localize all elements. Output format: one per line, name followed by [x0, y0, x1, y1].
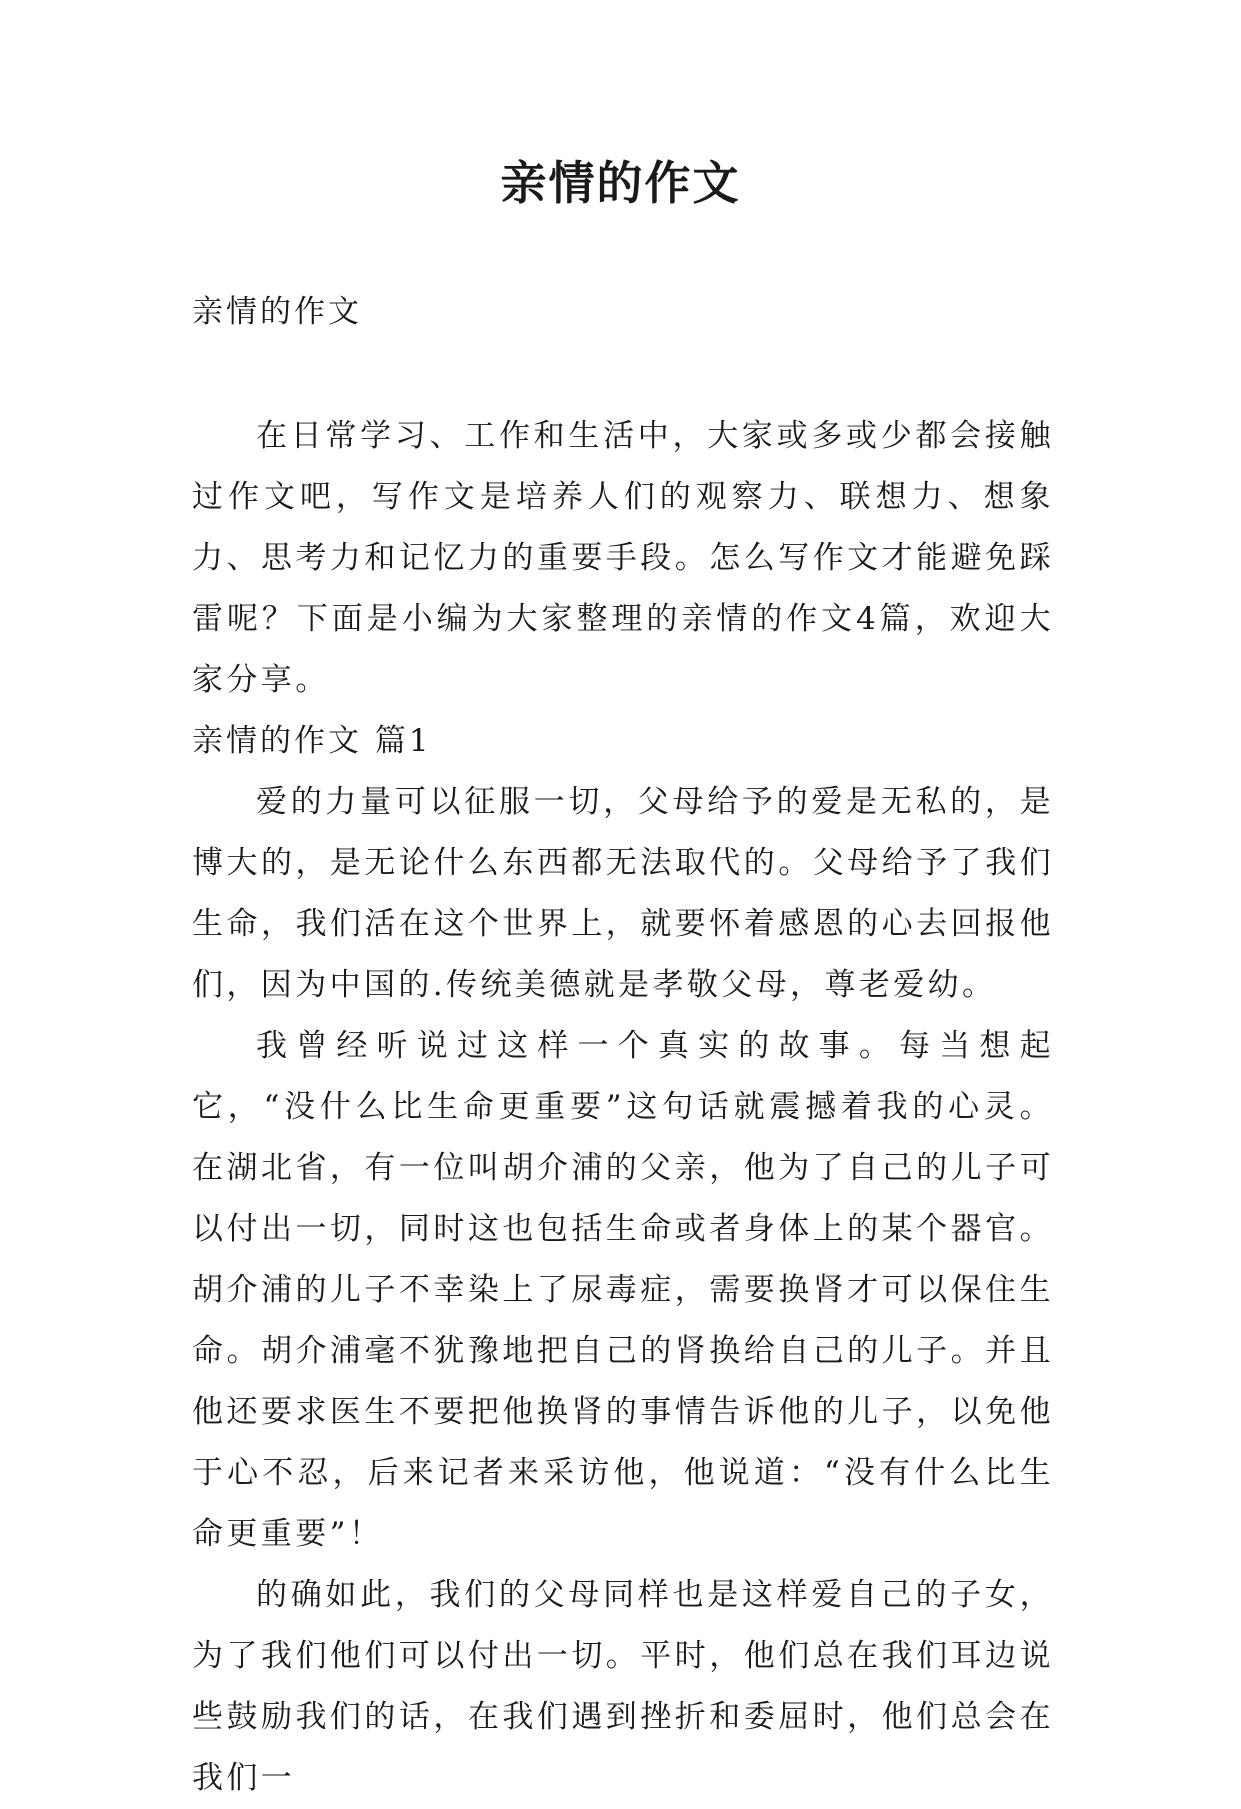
body-paragraph-1: 爱的力量可以征服一切，父母给予的爱是无私的，是博大的，是无论什么东西都无法取代的。父母给予了我们生命，我们活在这个世界上，就要怀着感恩的心去回报他们，因为中国的.传统美德就是孝敬父母，尊老爱幼。 — [192, 784, 1054, 1003]
document-body — [192, 406, 1054, 1809]
body-paragraph-3: 的确如此，我们的父母同样也是这样爱自己的子女，为了我们他们可以付出一切。平时，他们总在我们耳边说些鼓励我们的话，在我们遇到挫折和委屈时，他们总会在我们一 — [192, 1577, 1054, 1796]
body-paragraph-2: 我曾经听说过这样一个真实的故事。每当想起它，“没什么比生命更重要”这句话就震撼着我的心灵。在湖北省，有一位叫胡介浦的父亲，他为了自己的儿子可以付出一切，同时这也包括生命或者身体上的某个器官。胡介浦的儿子不幸染上了尿毒症，需要换肾才可以保住生命。胡介浦毫不犹豫地把自己的肾换给自己的儿子。并且他还要求医生不要把他换肾的事情告诉他的儿子，以免他于心不忍，后来记者来采访他，他说道：“没有什么比生命更重要”！ — [192, 1028, 1054, 1552]
document-subtitle: 亲情的作文 — [192, 294, 362, 330]
intro-paragraph: 在日常学习、工作和生活中，大家或多或少都会接触过作文吧，写作文是培养人们的观察力、联想力、想象力、思考力和记忆力的重要手段。怎么写作文才能避免踩雷呢？下面是小编为大家整理的亲情的作文4篇，欢迎大家分享。 — [192, 418, 1054, 698]
section-heading: 亲情的作文 篇1 — [192, 723, 432, 759]
document-title: 亲情的作文 — [500, 156, 741, 210]
